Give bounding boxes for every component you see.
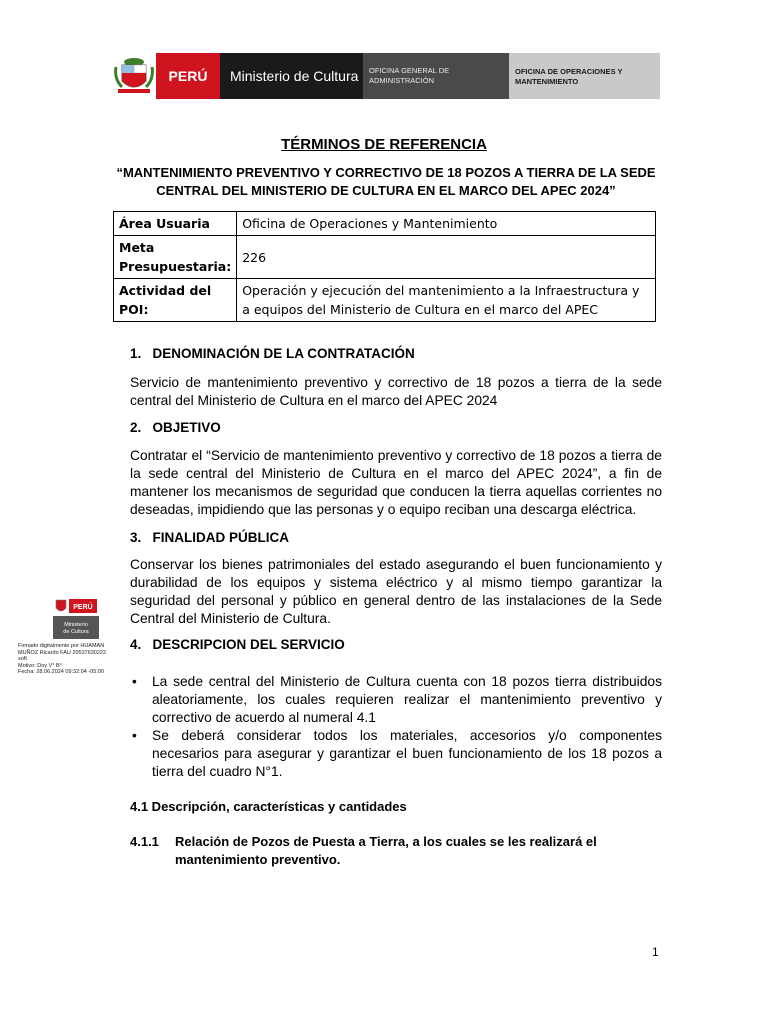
office2-line1: OFICINA DE OPERACIONES Y bbox=[515, 67, 623, 76]
table-row bbox=[114, 236, 656, 279]
subsection-number: 4.1.1 bbox=[130, 834, 159, 849]
svg-text:Ministerio: Ministerio bbox=[64, 622, 88, 628]
subsection-text: Relación de Pozos de Puesta a Tierra, a los cuales se les realizará el mantenimiento preventivo. bbox=[175, 834, 597, 867]
section-text-objetivo: Contratar el “Servicio de mantenimiento preventivo y correctivo de 18 pozos a tierra de la sede central del Ministerio de Cultura en el marco del APEC 2024”, a fin de mantener los mecanismos de seguridad que conducen la tierra aquellas corrientes no deseadas, impidiendo que las personas y o equipo reciban una descarga eléctrica. bbox=[130, 448, 662, 517]
coat-of-arms-icon bbox=[112, 53, 156, 99]
document-subtitle: “MANTENIMIENTO PREVENTIVO Y CORRECTIVO DE 18 POZOS A TIERRA DE LA SEDE CENTRAL DEL MINISTERIO DE CULTURA EN EL MARCO DEL APEC 2024” bbox=[116, 165, 656, 198]
office-general-admin bbox=[363, 53, 509, 99]
table-value: Oficina de Operaciones y Mantenimiento bbox=[237, 212, 656, 236]
list-item bbox=[130, 727, 662, 781]
section-text-denominacion: Servicio de mantenimiento preventivo y correctivo de 18 pozos a tierra de la sede central del Ministerio de Cultura en el marco del APEC 2024 bbox=[130, 375, 662, 408]
digital-signature-text bbox=[18, 643, 128, 676]
table-value: 226 bbox=[237, 236, 656, 279]
table-label: Meta Presupuestaria: bbox=[114, 236, 237, 279]
signature-line: Motivo: Doy V° B° bbox=[18, 662, 62, 669]
svg-text:de Cultura: de Cultura bbox=[63, 629, 89, 635]
office2-line2: MANTENIMIENTO bbox=[515, 77, 579, 86]
office-operations bbox=[509, 53, 660, 99]
table-row bbox=[114, 279, 656, 322]
signature-line: MUÑOZ Ricardo FAU 20537630222 bbox=[18, 649, 107, 656]
section-heading-denominacion: 1. DENOMINACIÓN DE LA CONTRATACIÓN bbox=[130, 346, 415, 361]
info-table bbox=[113, 211, 656, 322]
table-label: Área Usuaria bbox=[114, 212, 237, 236]
section-heading-objetivo: 2. OBJETIVO bbox=[130, 420, 221, 435]
svg-text:PERÚ: PERÚ bbox=[73, 604, 93, 611]
section-heading-descripcion: 4. DESCRIPCION DEL SERVICIO bbox=[130, 637, 345, 652]
peru-label: PERÚ bbox=[156, 53, 220, 99]
bullet-icon: • bbox=[132, 728, 137, 743]
document-title: TÉRMINOS DE REFERENCIA bbox=[281, 136, 487, 153]
header-banner bbox=[112, 53, 660, 99]
table-label: Actividad del POI: bbox=[114, 279, 237, 322]
signature-logo bbox=[53, 597, 99, 639]
bullet-text: La sede central del Ministerio de Cultura cuenta con 18 pozos tierra distribuidos aleatoriamente, los cuales requieren realizar el mantenimiento preventivo y correctivo de acuerdo al numeral 4.1 bbox=[152, 674, 662, 725]
signature-line: soft bbox=[18, 656, 27, 663]
section-heading-finalidad: 3. FINALIDAD PÚBLICA bbox=[130, 530, 290, 545]
bullet-list bbox=[130, 673, 662, 781]
signature-line: Fecha: 28.06.2024 09:32:04 -05:00 bbox=[18, 669, 104, 676]
bullet-text: Se deberá considerar todos los materiales, accesorios y/o componentes necesarios para asegurar y garantizar el buen funcionamiento de los 18 pozos a tierra del cuadro N°1. bbox=[152, 728, 662, 779]
bullet-icon: • bbox=[132, 674, 137, 689]
section-text-finalidad: Conservar los bienes patrimoniales del estado asegurando el buen funcionamiento y durabilidad de los equipos y sistema eléctrico y al mismo tiempo garantizar la seguridad del personal y público en general dentro de las instalaciones de la Sede Central del Ministerio de Cultura. bbox=[130, 557, 662, 626]
list-item bbox=[130, 673, 662, 727]
table-value: Operación y ejecución del mantenimiento a la Infraestructura y a equipos del Ministerio de Cultura en el marco del APEC bbox=[237, 279, 656, 322]
office1-line1: OFICINA GENERAL DE bbox=[369, 66, 450, 75]
signature-line: Firmado digitalmente por HUAMAN bbox=[18, 643, 105, 649]
page-number: 1 bbox=[652, 945, 659, 959]
office1-line2: ADMINISTRACIÓN bbox=[369, 76, 435, 85]
table-row bbox=[114, 212, 656, 236]
subsection-heading-41: 4.1 Descripción, características y cantidades bbox=[130, 799, 407, 814]
ministry-label: Ministerio de Cultura bbox=[220, 53, 363, 99]
